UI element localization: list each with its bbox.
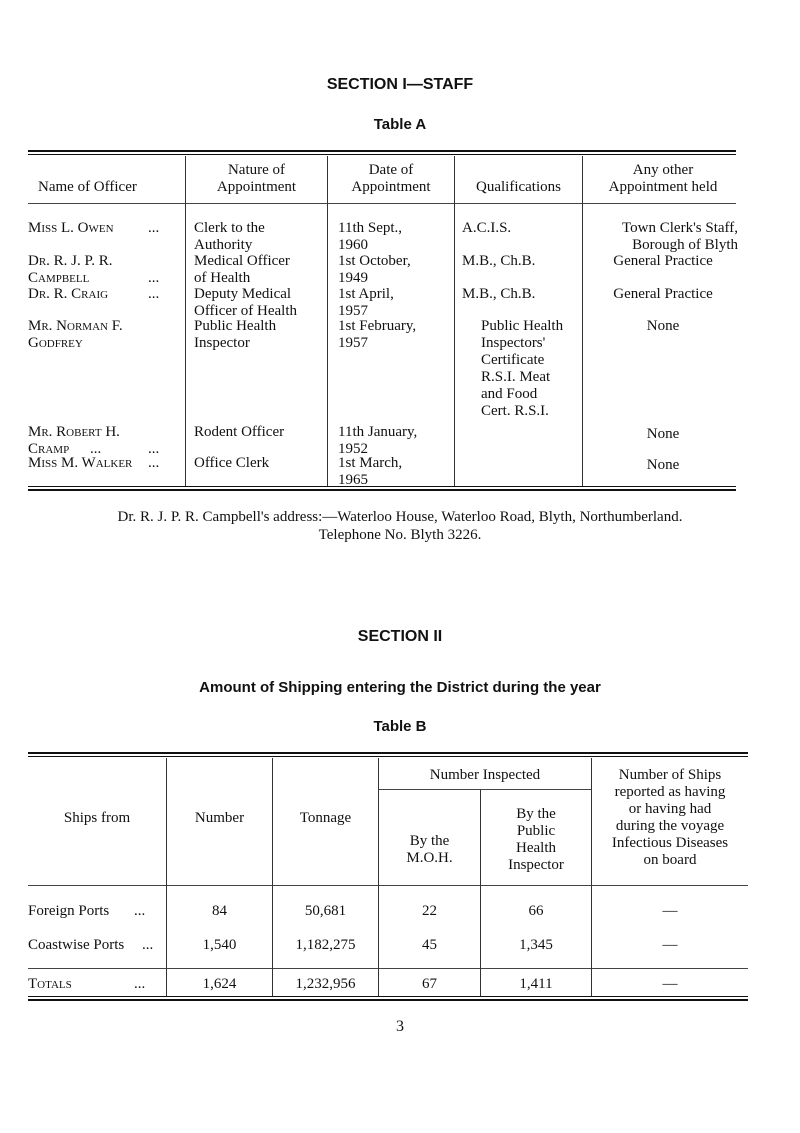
header-other-l2: Appointment held bbox=[608, 179, 718, 195]
header-ships-from: Ships from bbox=[63, 810, 131, 826]
nature-l1: Clerk to the bbox=[194, 220, 265, 236]
other-l1: None bbox=[646, 318, 680, 334]
infectious-count: — bbox=[662, 903, 678, 919]
officer-name-l2: Godfrey bbox=[28, 335, 83, 351]
leader-dots: ... bbox=[142, 937, 154, 953]
totals-infectious: — bbox=[662, 976, 678, 992]
ships-from: Foreign Ports bbox=[28, 903, 110, 919]
totals-number: 1,624 bbox=[202, 976, 237, 992]
section-i-title: SECTION I—STAFF bbox=[326, 76, 474, 93]
officer-name-l2: Cramp bbox=[28, 441, 70, 457]
other-l2: Borough of Blyth bbox=[632, 237, 738, 253]
date-l1: 1st October, bbox=[338, 253, 411, 269]
header-qualifications: Qualifications bbox=[476, 179, 561, 195]
header-name-of-officer: Name of Officer bbox=[38, 179, 137, 195]
officer-name: Mr. Norman F. bbox=[28, 318, 123, 334]
header-date-l1: Date of bbox=[368, 162, 414, 178]
other-l1: None bbox=[646, 457, 680, 473]
nature-l2: Authority bbox=[194, 237, 253, 253]
ships-tonnage: 50,681 bbox=[304, 903, 347, 919]
header-by-phi: Health bbox=[516, 840, 556, 856]
header-infectious: Infectious Diseases bbox=[611, 835, 729, 851]
table-bottom-rule bbox=[28, 486, 736, 487]
number-inspected-rule bbox=[378, 789, 591, 790]
qualification: R.S.I. Meat bbox=[481, 369, 551, 385]
header-number: Number bbox=[194, 810, 245, 826]
header-number-inspected: Number Inspected bbox=[429, 767, 541, 783]
ships-number: 84 bbox=[212, 903, 227, 919]
date-l2: 1949 bbox=[338, 270, 368, 286]
table-bottom-rule-outer bbox=[28, 999, 748, 1001]
inspected-by-phi: 1,345 bbox=[519, 937, 553, 953]
officer-name-l2: Campbell bbox=[28, 270, 90, 286]
leader-dots: ... bbox=[148, 455, 160, 471]
header-other-l1: Any other bbox=[632, 162, 694, 178]
other-l1: Town Clerk's Staff, bbox=[622, 220, 738, 236]
date-l2: 1957 bbox=[338, 303, 368, 319]
header-by-phi: Public bbox=[516, 823, 556, 839]
leader-dots: ... bbox=[148, 220, 160, 236]
qualification: and Food bbox=[481, 386, 538, 402]
nature-l1: Deputy Medical bbox=[194, 286, 292, 302]
header-infectious: Number of Ships bbox=[618, 767, 722, 783]
inspected-by-moh: 22 bbox=[422, 903, 437, 919]
other-l1: General Practice bbox=[613, 286, 713, 302]
section-ii-title: SECTION II bbox=[357, 628, 443, 645]
officer-name: Miss M. Walker bbox=[28, 455, 133, 471]
qualification: Inspectors' bbox=[481, 335, 546, 351]
officer-name: Mr. Robert H. bbox=[28, 424, 120, 440]
ships-number: 1,540 bbox=[202, 937, 237, 953]
address-line-1: Dr. R. J. P. R. Campbell's address:—Waterloo House, Waterloo Road, Blyth, Northumberland. bbox=[117, 509, 683, 525]
date-l1: 11th Sept., bbox=[338, 220, 403, 236]
table-top-rule bbox=[28, 150, 736, 152]
col-divider bbox=[327, 156, 328, 486]
totals-moh: 67 bbox=[422, 976, 437, 992]
qualification: Cert. R.S.I. bbox=[481, 403, 549, 419]
table-a-label: Table A bbox=[373, 116, 427, 133]
officer-name: Dr. R. J. P. R. bbox=[28, 253, 113, 269]
other-l1: General Practice bbox=[613, 253, 713, 269]
date-l1: 1st March, bbox=[338, 455, 403, 471]
date-l1: 1st February, bbox=[338, 318, 417, 334]
totals-rule bbox=[28, 968, 748, 969]
ships-tonnage: 1,182,275 bbox=[295, 937, 356, 953]
header-infectious: reported as having bbox=[614, 784, 726, 800]
header-by-moh-l1: By the bbox=[409, 833, 450, 849]
date-l1: 11th January, bbox=[338, 424, 418, 440]
officer-name: Dr. R. Craig bbox=[28, 286, 109, 302]
header-tonnage: Tonnage bbox=[299, 810, 352, 826]
header-by-phi: By the bbox=[516, 806, 556, 822]
nature-l1: Rodent Officer bbox=[194, 424, 285, 440]
table-header-rule bbox=[28, 885, 748, 886]
page-number: 3 bbox=[396, 1018, 404, 1035]
leader-dots: ... bbox=[148, 286, 160, 302]
nature-l1: Public Health bbox=[194, 318, 277, 334]
nature-l1: Medical Officer bbox=[194, 253, 290, 269]
section-ii-subtitle: Amount of Shipping entering the District during the year bbox=[199, 679, 601, 696]
leader-dots: ... bbox=[148, 270, 160, 286]
header-date-l2: Appointment bbox=[351, 179, 431, 195]
nature-l2: of Health bbox=[194, 270, 251, 286]
col-divider bbox=[272, 758, 273, 996]
totals-phi: 1,411 bbox=[519, 976, 553, 992]
header-nature-l1: Nature of bbox=[227, 162, 286, 178]
table-bottom-rule-outer bbox=[28, 489, 736, 491]
date-l2: 1965 bbox=[338, 472, 368, 488]
header-infectious: during the voyage bbox=[615, 818, 725, 834]
table-top-rule-inner bbox=[28, 756, 748, 757]
infectious-count: — bbox=[662, 937, 678, 953]
header-infectious: on board bbox=[643, 852, 697, 868]
leader-dots: ... bbox=[148, 441, 160, 457]
col-divider bbox=[166, 758, 167, 996]
table-bottom-rule bbox=[28, 996, 748, 997]
header-by-moh-l2: M.O.H. bbox=[406, 850, 453, 866]
header-infectious: or having had bbox=[628, 801, 712, 817]
qualification: Certificate bbox=[481, 352, 545, 368]
col-divider bbox=[185, 156, 186, 486]
leader-dots: ... bbox=[134, 903, 146, 919]
qualification: A.C.I.S. bbox=[462, 220, 512, 236]
date-l2: 1957 bbox=[338, 335, 368, 351]
ships-from: Coastwise Ports bbox=[28, 937, 125, 953]
header-nature-l2: Appointment bbox=[216, 179, 297, 195]
leader-dots: ... bbox=[134, 976, 146, 992]
nature-l1: Office Clerk bbox=[194, 455, 270, 471]
table-b-label: Table B bbox=[373, 718, 427, 735]
date-l2: 1952 bbox=[338, 441, 368, 457]
qualification: M.B., Ch.B. bbox=[462, 253, 536, 269]
col-divider bbox=[454, 156, 455, 486]
officer-name: Miss L. Owen bbox=[28, 220, 114, 236]
address-line-2: Telephone No. Blyth 3226. bbox=[318, 527, 482, 543]
date-l2: 1960 bbox=[338, 237, 368, 253]
nature-l2: Inspector bbox=[194, 335, 250, 351]
leader-dots: ... bbox=[90, 441, 102, 457]
table-top-rule bbox=[28, 752, 748, 754]
date-l1: 1st April, bbox=[338, 286, 394, 302]
qualification: Public Health bbox=[481, 318, 564, 334]
qualification: M.B., Ch.B. bbox=[462, 286, 536, 302]
inspected-by-moh: 45 bbox=[422, 937, 437, 953]
other-l1: None bbox=[646, 426, 680, 442]
table-header-rule bbox=[28, 203, 736, 204]
header-by-phi: Inspector bbox=[508, 857, 564, 873]
totals-label: Totals bbox=[28, 976, 72, 992]
totals-tonnage: 1,232,956 bbox=[295, 976, 356, 992]
nature-l2: Officer of Health bbox=[194, 303, 298, 319]
inspected-by-phi: 66 bbox=[528, 903, 544, 919]
col-divider bbox=[378, 758, 379, 996]
table-top-rule-inner bbox=[28, 154, 736, 155]
